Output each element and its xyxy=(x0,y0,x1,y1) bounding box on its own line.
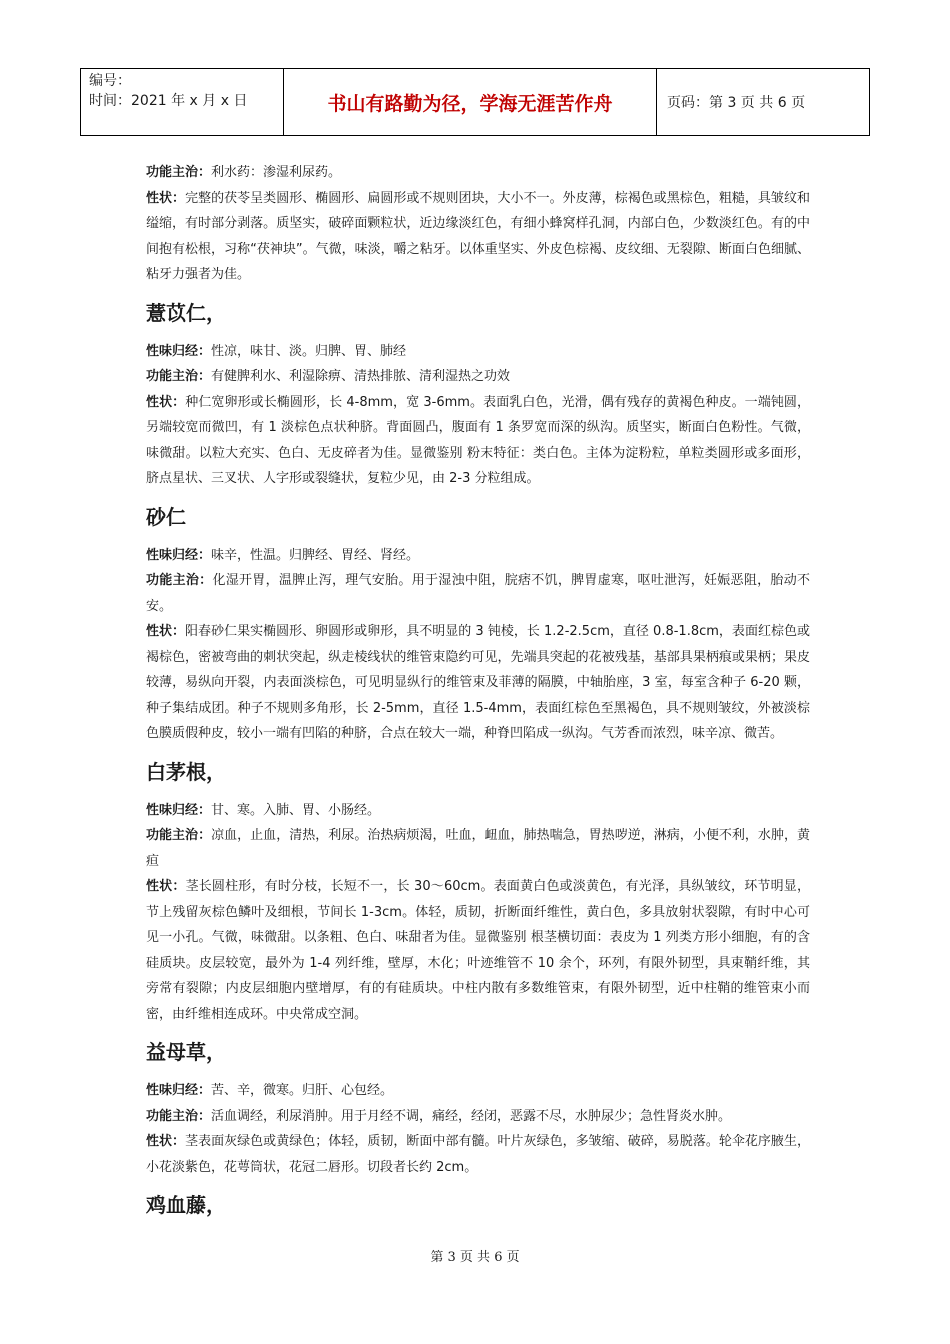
field-text: 苦、辛，微寒。归肝、心包经。 xyxy=(211,1083,394,1098)
field-paragraph xyxy=(146,186,810,288)
page-footer: 第 3 页 共 6 页 xyxy=(430,1250,520,1265)
field-paragraph xyxy=(146,798,810,824)
field-label: 性状： xyxy=(146,190,186,206)
field-text: 茎长圆柱形，有时分枝，长短不一，长 30～60cm。表面黄白色或淡黄色，有光泽，具纵皱纹，环节明显，节上残留灰棕色鳞叶及细根，节间长 1-3cm。体轻，质韧，折断面纤维性，黄白色，多具放射状裂隙，有时中心可见一小孔。气微，味微甜。以条粗、色白、味甜者为佳。显微鉴别 根茎横切面：表皮为 1 列类方形小细胞，有的含硅质块。皮层较宽，最外为 1-4 列纤维，壁厚，木化；叶迹维管不 10 余个，环列，有限外韧型，具束鞘纤维，其旁常有裂隙；内皮层细胞内壁增厚，有的有硅质块。中柱内散有多数维管束，有限外韧型，近中柱鞘的维管束小而密，由纤维相连成环。中央常成空洞。 xyxy=(146,879,810,1022)
field-paragraph xyxy=(146,339,810,365)
field-text: 味辛，性温。归脾经、胃经、肾经。 xyxy=(211,547,420,563)
header-motto: 书山有路勤为径，学海无涯苦作舟 xyxy=(284,69,657,135)
field-text: 利水药：渗湿利尿药。 xyxy=(211,165,342,180)
field-text: 化湿开胃，温脾止泻，理气安胎。用于湿浊中阻，脘痞不饥，脾胃虚寒，呕吐泄泻，妊娠恶阻，胎动不安。 xyxy=(146,573,810,614)
field-label: 功能主治： xyxy=(146,369,212,384)
herb-title: 薏苡仁， xyxy=(146,300,226,325)
herb-title: 砂仁 xyxy=(146,504,186,529)
herb-title: 白茅根， xyxy=(146,759,226,784)
field-paragraph xyxy=(146,160,810,186)
document-time-label: 时间：2021 年 x 月 x 日 xyxy=(89,93,248,109)
header-page-info: 页码：第 3 页 共 6 页 xyxy=(667,95,806,111)
field-text: 甘、寒。入肺、胃、小肠经。 xyxy=(211,802,381,818)
field-paragraph xyxy=(146,619,810,747)
field-label: 性状： xyxy=(146,1134,186,1149)
field-paragraph xyxy=(146,1104,810,1130)
field-label: 性状： xyxy=(146,394,186,410)
field-label: 功能主治： xyxy=(146,1108,212,1124)
field-paragraph xyxy=(146,390,810,492)
field-text: 有健脾利水、利湿除痹、清热排脓、清利湿热之功效 xyxy=(211,369,511,384)
field-paragraph xyxy=(146,874,810,1027)
field-label: 性味归经： xyxy=(146,1083,212,1098)
field-text: 完整的茯苓呈类圆形、椭圆形、扁圆形或不规则团块，大小不一。外皮薄，棕褐色或黑棕色，粗糙，具皱纹和缢缩，有时部分剥落。质坚实，破碎面颗粒状，近边缘淡红色，有细小蜂窝样孔洞，内部白色，少数淡红色。有的中间抱有松根，习称“茯神块”。气微，味淡，嚼之粘牙。以体重坚实、外皮色棕褐、皮纹细、无裂隙、断面白色细腻、粘牙力强者为佳。 xyxy=(146,190,810,282)
field-text: 茎表面灰绿色或黄绿色；体轻，质韧，断面中部有髓。叶片灰绿色，多皱缩、破碎，易脱落。轮伞花序腋生，小花淡紫色，花萼筒状，花冠二唇形。切段者长约 2cm。 xyxy=(146,1134,810,1175)
field-label: 性味归经： xyxy=(146,802,212,818)
field-label: 功能主治： xyxy=(146,828,212,843)
herb-title: 益母草， xyxy=(146,1040,226,1064)
field-text: 性凉，味甘、淡。归脾、胃、肺经 xyxy=(211,343,407,359)
header-meta xyxy=(81,69,284,135)
document-body xyxy=(146,160,810,1231)
field-label: 功能主治： xyxy=(146,573,213,588)
field-text: 阳春砂仁果实椭圆形、卵圆形或卵形，具不明显的 3 钝棱，长 1.2-2.5cm，直径 0.8-1.8cm，表面红棕色或褐棕色，密被弯曲的刺状突起，纵走棱线状的维管束隐约可见，先端具突起的花被残基，基部具果柄痕或果柄；果皮较薄，易纵向开裂，内表面淡棕色，可见明显纵行的维管束及菲薄的隔膜，中轴胎座，3 室，每室含种子 6-20 颗，种子集结成团。种子不规则多角形，长 2-5mm，直径 1.5-4mm，表面红棕色至黑褐色，具不规则皱纹，外被淡棕色膜质假种皮，较小一端有凹陷的种脐，合点在较大一端，种脊凹陷成一纵沟。气芳香而浓烈，味辛凉、微苦。 xyxy=(146,624,810,741)
field-paragraph xyxy=(146,1129,810,1180)
field-label: 性味归经： xyxy=(146,343,212,359)
field-label: 性状： xyxy=(146,879,186,894)
field-label: 功能主治： xyxy=(146,165,212,180)
field-paragraph xyxy=(146,364,810,390)
field-paragraph xyxy=(146,823,810,874)
herb-title: 鸡血藤， xyxy=(146,1193,226,1217)
field-label: 性味归经： xyxy=(146,547,212,563)
field-paragraph xyxy=(146,1078,810,1104)
field-paragraph xyxy=(146,568,810,619)
page-header xyxy=(80,68,870,136)
field-label: 性状： xyxy=(146,624,186,639)
field-text: 凉血，止血，清热，利尿。治热病烦渴，吐血，衄血，肺热喘急，胃热哕逆，淋病，小便不利，水肿，黄疸 xyxy=(146,828,810,869)
document-number-label: 编号： xyxy=(89,73,131,89)
field-text: 种仁宽卵形或长椭圆形，长 4-8mm，宽 3-6mm。表面乳白色，光滑，偶有残存的黄褐色种皮。一端钝圆，另端较宽而微凹，有 1 淡棕色点状种脐。背面圆凸，腹面有 1 条罗宽而深的纵沟。质坚实，断面白色粉性。气微，味微甜。以粒大充实、色白、无皮碎者为佳。显微鉴别 粉末特征：类白色。主体为淀粉粒，单粒类圆形或多面形，脐点星状、三叉状、人字形或裂缝状，复粒少见，由 2-3 分粒组成。 xyxy=(146,394,810,486)
field-paragraph xyxy=(146,543,810,569)
field-text: 活血调经，利尿消肿。用于月经不调，痛经，经闭，恶露不尽，水肿尿少；急性肾炎水肿。 xyxy=(211,1108,732,1124)
